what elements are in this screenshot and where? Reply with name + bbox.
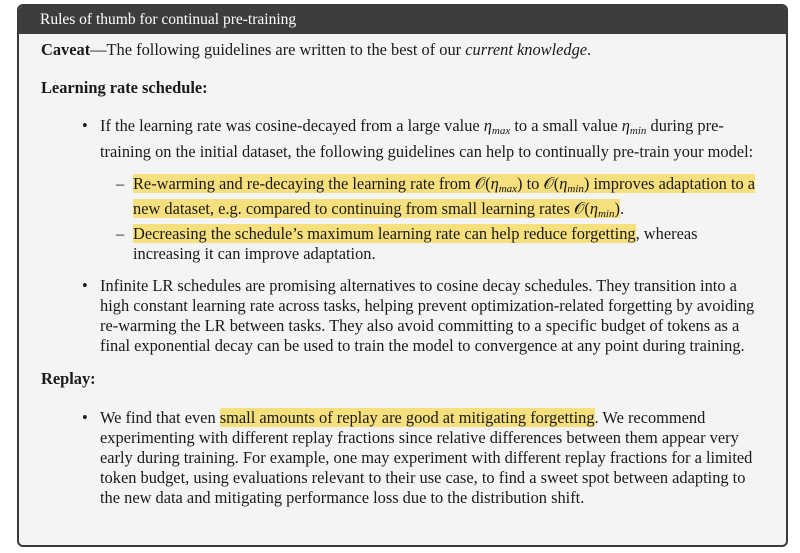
- rewarm-text-a: Re-warming and re-decaying the learning rate from: [133, 173, 475, 193]
- paren-open-1: (: [485, 173, 491, 193]
- sub-min-2: min: [597, 208, 615, 221]
- eta-1: η: [490, 173, 499, 193]
- rewarm-end: .: [619, 199, 625, 219]
- sub-min-1: min: [567, 182, 584, 195]
- replay-text-b: . We recommend experimenting with different replay fractions since relative differences between them appear very early during training. For example, one may experiment with different replay fractions for a limited token budget, using evaluations relevant to their use case, to find a sweet spot between adapting to the new data and mitigating performance loss due to the distribution shift.: [100, 407, 753, 508]
- lr-bullet-1: [41, 116, 768, 264]
- replay-heading: Replay:: [41, 369, 96, 389]
- replay-text-a: We find that even: [100, 407, 220, 427]
- decrease-highlight: Decreasing the schedule’s maximum learning rate can help reduce forgetting: [133, 224, 636, 244]
- lr-b1-text-b: to a small value: [510, 116, 622, 136]
- eta-2: η: [559, 173, 568, 193]
- paren-open-3: (: [584, 199, 590, 219]
- caveat-paragraph: [41, 40, 768, 60]
- big-o-min-2: 𝒪: [574, 199, 585, 219]
- sub-max-1: max: [498, 182, 518, 195]
- rewarm-highlight: [133, 173, 756, 221]
- big-o-min: 𝒪: [543, 173, 554, 193]
- lr-b1-text-c: during pre-training on the initial dataset, the following guidelines can help to continually pre-train your model:: [100, 116, 754, 161]
- replay-bullet-list: [41, 408, 768, 509]
- big-o-max: 𝒪: [474, 173, 486, 193]
- box-content: [19, 34, 786, 509]
- box-title: Rules of thumb for continual pre-training: [19, 6, 786, 34]
- lr-sub-list: [100, 174, 768, 265]
- eta-min-symbol: η: [621, 116, 630, 136]
- to-word: to: [522, 173, 544, 193]
- replay-bullet-1: [41, 408, 768, 509]
- lr-bullet-2: • Infinite LR schedules are promising alternatives to cosine decay schedules. They transition into a high constant learning rate across tasks, helping prevent optimization-related forgetting by avoiding re-warming the LR between tasks. They also avoid committing to a specific budget of tokens as a final exponential decay can be used to train the model to convergence at any point during training.: [41, 276, 768, 357]
- caveat-text: —The following guidelines are written to the best of our: [90, 40, 466, 59]
- paren-open-2: (: [553, 173, 560, 193]
- paren-close-1: ): [517, 173, 523, 193]
- paren-close-3: ): [614, 199, 620, 219]
- decrease-rest: , whereas increasing it can improve adaptation.: [133, 224, 698, 264]
- lr-sub-item-1: [100, 174, 768, 224]
- lr-sub-item-2: [100, 224, 768, 264]
- lr-bullet-list: [41, 116, 768, 356]
- replay-highlight: small amounts of replay are good at mitigating forgetting: [219, 407, 595, 427]
- rules-box: [17, 4, 788, 547]
- eta-3: η: [589, 199, 598, 219]
- rewarm-text-b: improves adaptation to a new dataset, e.g. compared to continuing from small learning rates: [133, 173, 756, 219]
- eta-max-subscript: max: [491, 125, 511, 138]
- lr-heading: Learning rate schedule:: [41, 78, 208, 98]
- caveat-emphasis: current knowledge: [465, 40, 588, 59]
- eta-max-symbol: η: [483, 116, 492, 136]
- caveat-end: .: [587, 40, 592, 59]
- lr-b1-text-a: If the learning rate was cosine-decayed from a large value: [100, 116, 484, 136]
- paren-close-2: ): [583, 173, 590, 193]
- eta-min-subscript: min: [629, 125, 647, 138]
- caveat-label: Caveat: [41, 40, 91, 59]
